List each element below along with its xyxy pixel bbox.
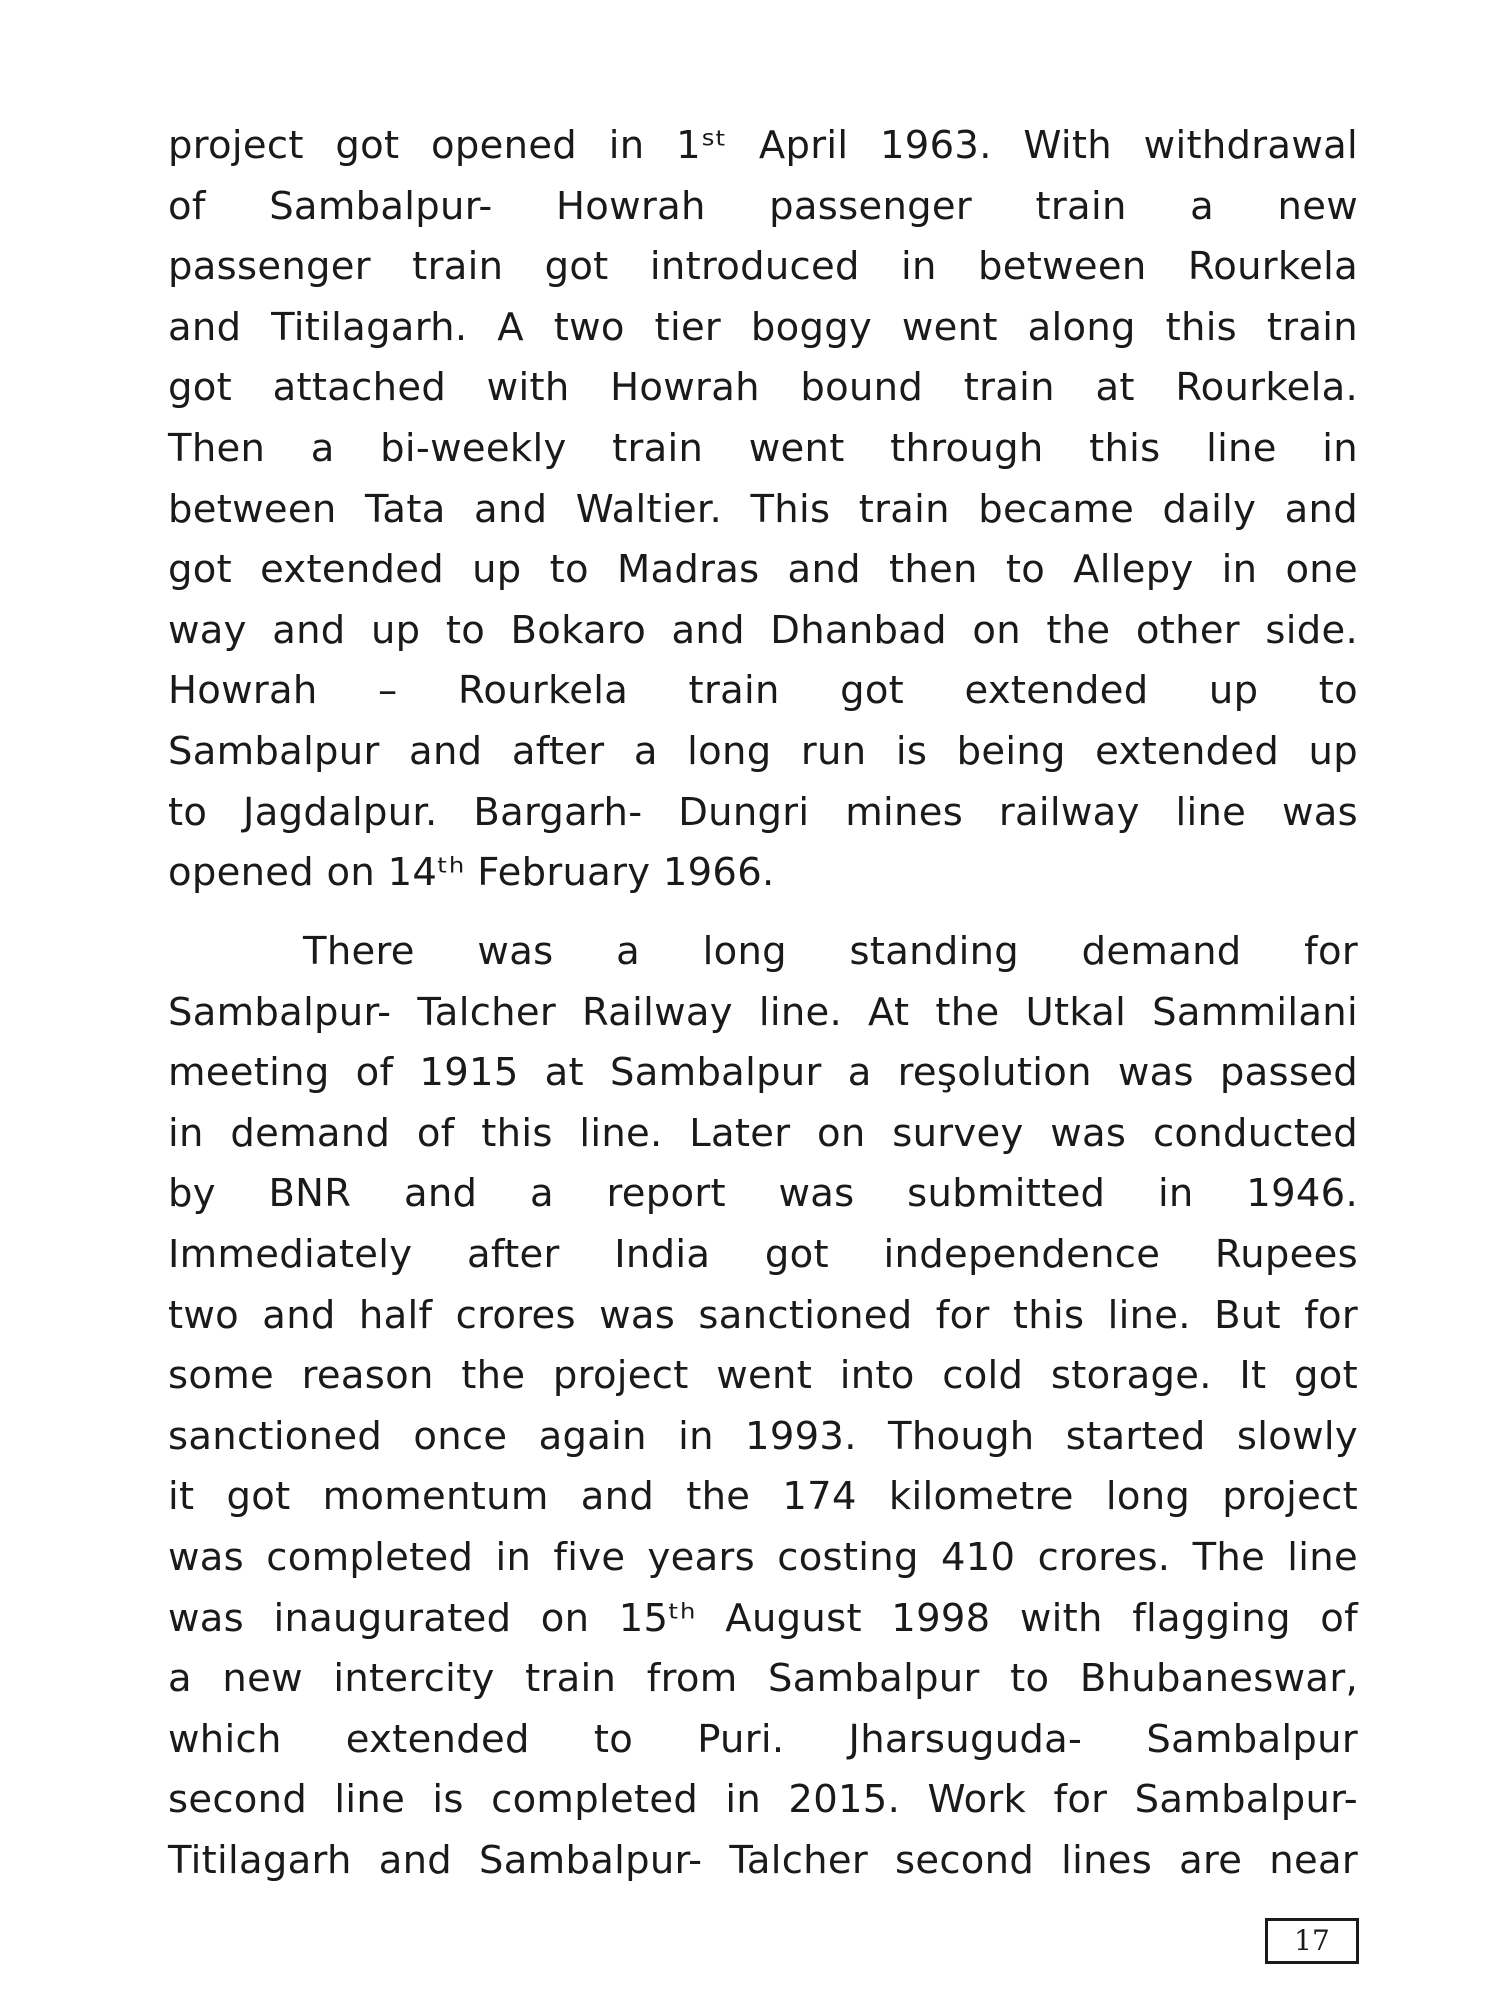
text-line: got attached with Howrah bound train at Rourkela. [168, 365, 1358, 411]
text-line: passenger train got introduced in between Rourkela [168, 244, 1358, 290]
text-line: Sambalpur- Talcher Railway line. At the Utkal Sammilani [168, 989, 1358, 1035]
text-line: Immediately after India got independence Rupees [168, 1231, 1358, 1277]
text-line: project got opened in 1ˢᵗ April 1963. With withdrawal [168, 123, 1358, 168]
text-line: meeting of 1915 at Sambalpur a reşolution was passed [168, 1050, 1358, 1096]
text-line: some reason the project went into cold storage. It got [168, 1353, 1358, 1399]
text-line: second line is completed in 2015. Work for Sambalpur- [168, 1777, 1358, 1823]
text-line: and Titilagarh. A two tier boggy went along this train [168, 304, 1358, 350]
text-line: between Tata and Waltier. This train became daily and [168, 486, 1358, 532]
text-line: in demand of this line. Later on survey was conducted [168, 1110, 1358, 1156]
text-line: There was a long standing demand for [303, 929, 1358, 974]
paragraph-1 [168, 116, 1358, 904]
text-line: opened on 14ᵗʰ February 1966. [168, 850, 775, 896]
text-line: of Sambalpur- Howrah passenger train a new [168, 183, 1358, 229]
text-line: was inaugurated on 15ᵗʰ August 1998 with flagging of [168, 1595, 1358, 1641]
text-line: Howrah – Rourkela train got extended up to [168, 668, 1358, 714]
text-line: Then a bi-weekly train went through this line in [168, 425, 1358, 471]
text-line: it got momentum and the 174 kilometre long project [168, 1474, 1358, 1520]
text-line: got extended up to Madras and then to Allepy in one [168, 547, 1358, 593]
text-line: Titilagarh and Sambalpur- Talcher second lines are near [168, 1837, 1358, 1883]
text-line: a new intercity train from Sambalpur to Bhubaneswar, [168, 1656, 1358, 1702]
text-line: was completed in five years costing 410 crores. The line [168, 1534, 1358, 1580]
text-line: which extended to Puri. Jharsuguda- Sambalpur [168, 1716, 1358, 1762]
paragraph-2 [168, 922, 1358, 1892]
text-line: sanctioned once again in 1993. Though started slowly [168, 1413, 1358, 1459]
text-line: to Jagdalpur. Bargarh- Dungri mines railway line was [168, 789, 1358, 835]
page-number: 17 [1265, 1918, 1359, 1964]
text-line: by BNR and a report was submitted in 1946. [168, 1171, 1358, 1217]
text-line: Sambalpur and after a long run is being extended up [168, 728, 1358, 774]
text-line: way and up to Bokaro and Dhanbad on the other side. [168, 607, 1358, 653]
text-line: two and half crores was sanctioned for this line. But for [168, 1292, 1358, 1338]
